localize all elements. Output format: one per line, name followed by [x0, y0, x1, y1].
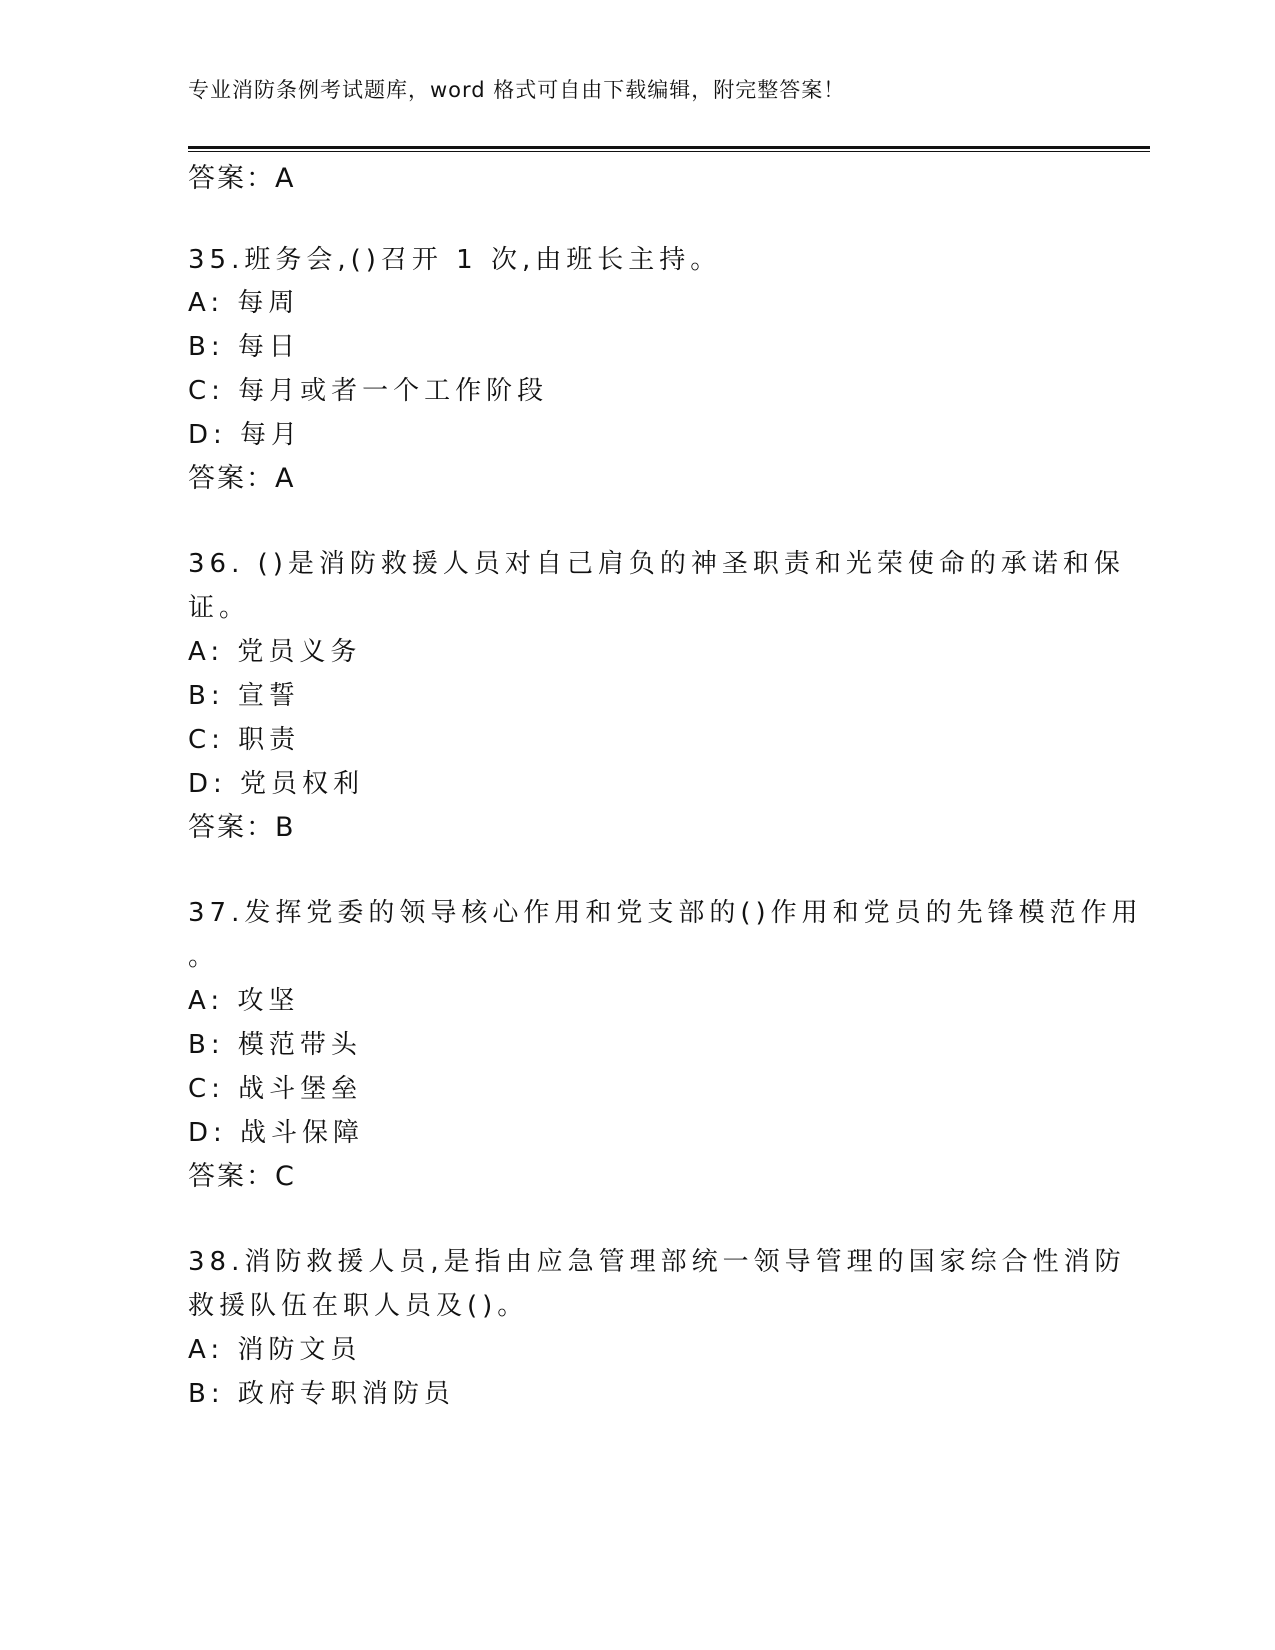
answer-34: 答案：A [188, 163, 296, 194]
option-38-b: B: 政府专职消防员 [188, 1379, 455, 1409]
question-36: 36. ()是消防救援人员对自己肩负的神圣职责和光荣使命的承诺和保 [188, 549, 1125, 579]
option-36-b: B: 宣誓 [188, 681, 300, 711]
option-36-d: D: 党员权利 [188, 769, 365, 799]
header-rule [188, 146, 1150, 149]
question-38-cont: 救援队伍在职人员及()。 [188, 1291, 529, 1321]
option-35-d: D: 每月 [188, 420, 303, 450]
header-text: 专业消防条例考试题库，word 格式可自由下载编辑，附完整答案！ [188, 78, 846, 102]
answer-36: 答案：B [188, 812, 296, 843]
option-35-a: A: 每周 [188, 288, 300, 318]
question-37: 37.发挥党委的领导核心作用和党支部的()作用和党员的先锋模范作用 [188, 898, 1143, 928]
question-36-cont: 证。 [188, 593, 251, 623]
question-37-cont: 。 [188, 942, 220, 972]
option-38-a: A: 消防文员 [188, 1335, 362, 1365]
option-35-c: C: 每月或者一个工作阶段 [188, 376, 549, 406]
option-36-c: C: 职责 [188, 725, 301, 755]
option-37-c: C: 战斗堡垒 [188, 1074, 363, 1104]
option-37-a: A: 攻坚 [188, 986, 300, 1016]
answer-37: 答案：C [188, 1161, 296, 1192]
answer-35: 答案：A [188, 463, 296, 494]
option-35-b: B: 每日 [188, 332, 300, 362]
option-37-d: D: 战斗保障 [188, 1118, 365, 1148]
header-rule-thin [188, 151, 1150, 152]
option-37-b: B: 模范带头 [188, 1030, 362, 1060]
option-36-a: A: 党员义务 [188, 637, 362, 667]
question-38: 38.消防救援人员,是指由应急管理部统一领导管理的国家综合性消防 [188, 1247, 1126, 1277]
question-35: 35.班务会,()召开 1 次,由班长主持。 [188, 245, 722, 275]
